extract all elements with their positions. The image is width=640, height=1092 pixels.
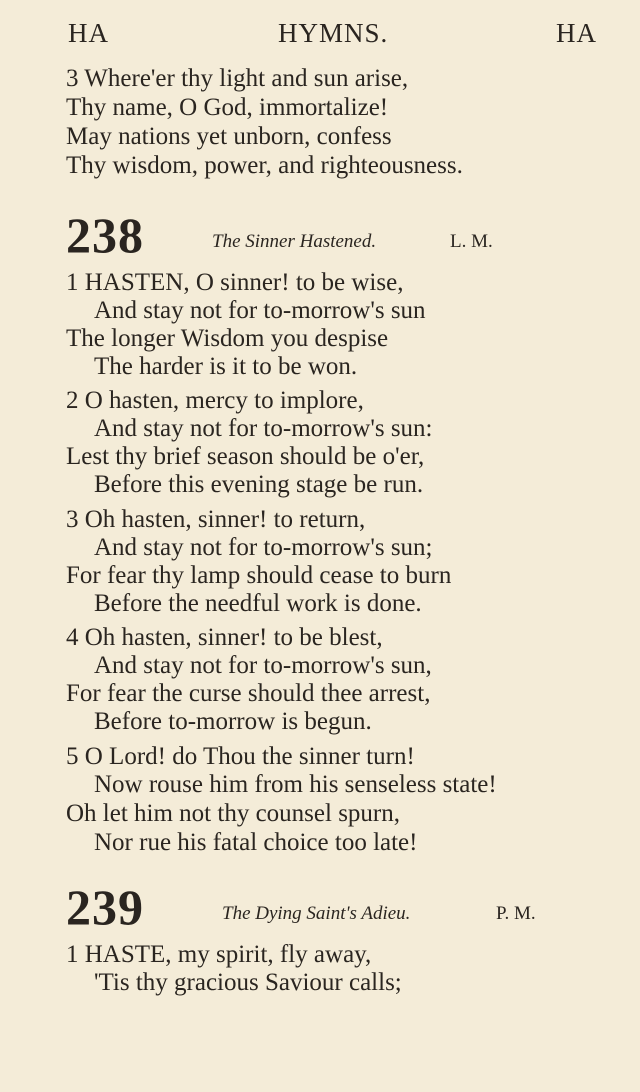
prev-line-2: Thy name, O God, immortalize! [66, 94, 389, 121]
hymn-238-number: 238 [66, 207, 144, 263]
h238-line-11: For fear thy lamp should cease to burn [66, 562, 452, 589]
running-head-left: HA [68, 18, 109, 48]
running-head-title: HYMNS. [278, 18, 389, 48]
h238-line-17: 5 O Lord! do Thou the sinner turn! [66, 743, 415, 770]
prev-line-1: 3 Where'er thy light and sun arise, [66, 65, 409, 92]
h238-line-5: 2 O hasten, mercy to implore, [66, 387, 364, 414]
prev-line-3: May nations yet unborn, confess [66, 123, 392, 150]
h238-line-13: 4 Oh hasten, sinner! to be blest, [66, 624, 383, 651]
h238-line-16: Before to-morrow is begun. [94, 708, 372, 735]
h238-line-7: Lest thy brief season should be o'er, [66, 443, 425, 470]
h238-line-1: 1 HASTEN, O sinner! to be wise, [66, 269, 404, 296]
h238-line-3: The longer Wisdom you despise [66, 325, 389, 352]
prev-line-4: Thy wisdom, power, and righteousness. [66, 152, 463, 179]
h238-line-14: And stay not for to-morrow's sun, [94, 652, 432, 679]
h239-line-1: 1 HASTE, my spirit, fly away, [66, 941, 372, 968]
h239-line-2: 'Tis thy gracious Saviour calls; [94, 969, 402, 996]
h238-line-6: And stay not for to-morrow's sun: [94, 415, 433, 442]
h238-line-10: And stay not for to-morrow's sun; [94, 534, 433, 561]
hymn-239-meter: P. M. [496, 903, 536, 924]
hymn-238-meter: L. M. [450, 231, 493, 252]
hymn-239-title: The Dying Saint's Adieu. [222, 903, 411, 924]
h238-line-2: And stay not for to-morrow's sun [94, 297, 426, 324]
hymn-238-title: The Sinner Hastened. [212, 231, 377, 252]
h238-line-8: Before this evening stage be run. [94, 471, 424, 498]
h238-line-19: Oh let him not thy counsel spurn, [66, 800, 400, 827]
h238-line-18: Now rouse him from his senseless state! [94, 771, 497, 798]
hymn-239-number: 239 [66, 879, 144, 935]
h238-line-12: Before the needful work is done. [94, 590, 422, 617]
h238-line-9: 3 Oh hasten, sinner! to return, [66, 506, 366, 533]
running-head [0, 18, 640, 58]
running-head-right: HA [556, 18, 597, 48]
h238-line-20: Nor rue his fatal choice too late! [94, 829, 418, 856]
h238-line-4: The harder is it to be won. [94, 353, 358, 380]
h238-line-15: For fear the curse should thee arrest, [66, 680, 431, 707]
